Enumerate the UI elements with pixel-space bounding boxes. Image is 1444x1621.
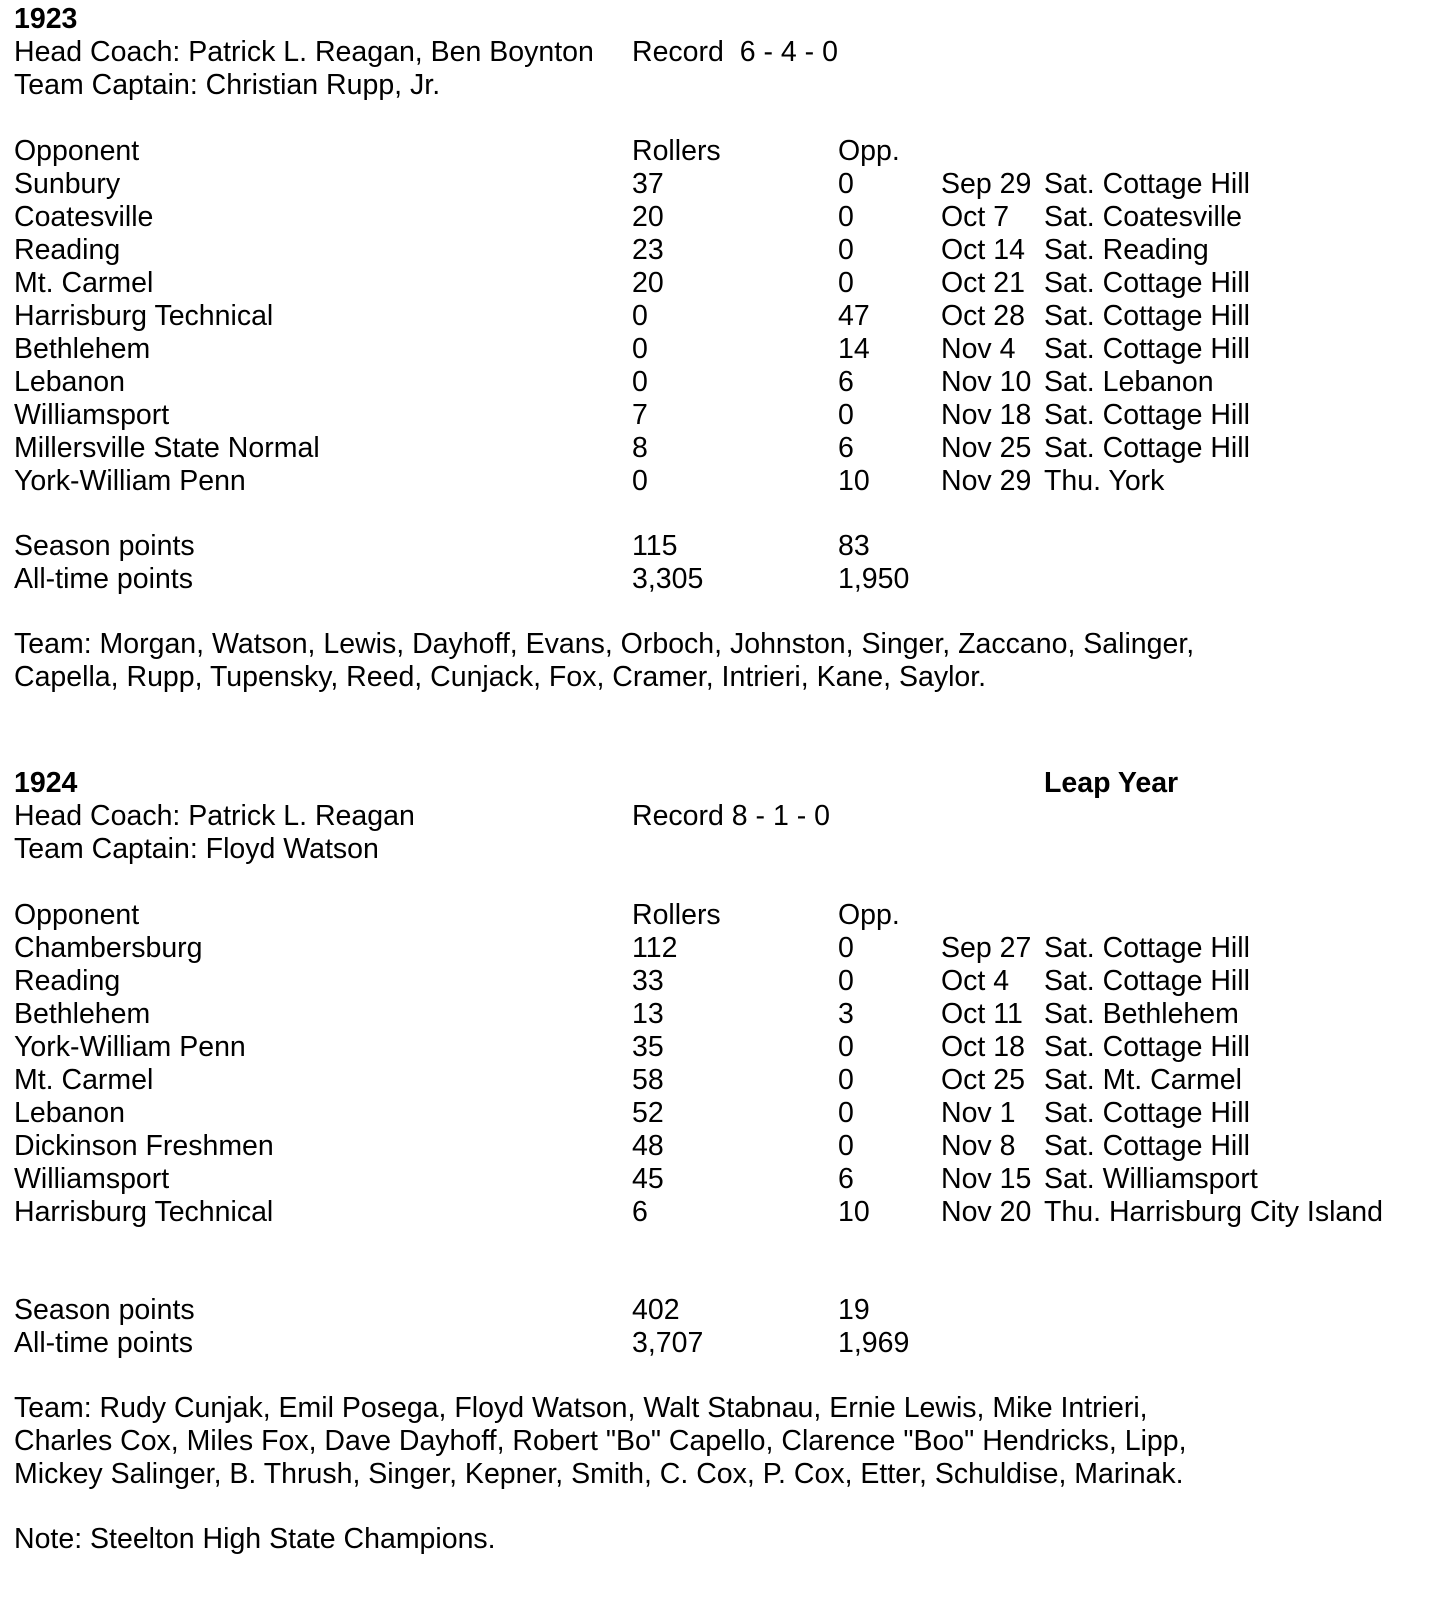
- opponent-cell: Mt. Carmel: [14, 267, 154, 299]
- rollers-score-cell: 20: [632, 267, 664, 299]
- site-cell: Sat. Coatesville: [1044, 201, 1243, 233]
- column-header-rollers: Rollers: [632, 899, 721, 931]
- date-cell: Oct 18: [941, 1031, 1025, 1063]
- opponent-cell: Bethlehem: [14, 998, 151, 1030]
- rollers-score-cell: 58: [632, 1064, 664, 1096]
- date-cell: Nov 10: [941, 366, 1032, 398]
- season-points-rollers: 115: [632, 530, 678, 562]
- opp-score-cell: 0: [838, 1031, 854, 1063]
- opp-score-cell: 0: [838, 1097, 854, 1129]
- opponent-cell: Mt. Carmel: [14, 1064, 154, 1096]
- rollers-score-cell: 20: [632, 201, 664, 233]
- site-cell: Sat. Cottage Hill: [1044, 1130, 1250, 1162]
- rollers-score-cell: 8: [632, 432, 648, 464]
- opp-score-cell: 0: [838, 201, 854, 233]
- leap-year-label: Leap Year: [1044, 767, 1179, 799]
- team-roster-line: Team: Rudy Cunjak, Emil Posega, Floyd Watson, Walt Stabnau, Ernie Lewis, Mike Intrieri,: [14, 1392, 1148, 1424]
- rollers-score-cell: 48: [632, 1130, 664, 1162]
- opp-score-cell: 0: [838, 399, 854, 431]
- team-roster-line: Charles Cox, Miles Fox, Dave Dayhoff, Robert "Bo" Capello, Clarence "Boo" Hendricks, Lipp,: [14, 1425, 1187, 1457]
- site-cell: Sat. Cottage Hill: [1044, 267, 1250, 299]
- site-cell: Sat. Cottage Hill: [1044, 300, 1250, 332]
- opponent-cell: Sunbury: [14, 168, 121, 200]
- rollers-score-cell: 35: [632, 1031, 664, 1063]
- site-cell: Sat. Cottage Hill: [1044, 965, 1250, 997]
- team-roster-line: Mickey Salinger, B. Thrush, Singer, Kepner, Smith, C. Cox, P. Cox, Etter, Schuldise, Marinak.: [14, 1458, 1184, 1490]
- rollers-score-cell: 0: [632, 300, 648, 332]
- opponent-cell: York-William Penn: [14, 465, 246, 497]
- rollers-score-cell: 7: [632, 399, 648, 431]
- column-header-opp: Opp.: [838, 135, 900, 167]
- opponent-cell: Dickinson Freshmen: [14, 1130, 274, 1162]
- champions-note: Note: Steelton High State Champions.: [14, 1523, 496, 1555]
- site-cell: Sat. Cottage Hill: [1044, 1097, 1250, 1129]
- date-cell: Oct 25: [941, 1064, 1025, 1096]
- date-cell: Oct 21: [941, 267, 1025, 299]
- date-cell: Sep 29: [941, 168, 1032, 200]
- rollers-score-cell: 23: [632, 234, 664, 266]
- date-cell: Oct 4: [941, 965, 1010, 997]
- season-year-1923: 1923: [14, 3, 78, 35]
- rollers-score-cell: 13: [632, 998, 664, 1030]
- opponent-cell: Chambersburg: [14, 932, 203, 964]
- opp-score-cell: 14: [838, 333, 870, 365]
- rollers-score-cell: 0: [632, 465, 648, 497]
- season-points-rollers: 402: [632, 1294, 680, 1326]
- team-captain-1924: Team Captain: Floyd Watson: [14, 833, 379, 865]
- date-cell: Nov 25: [941, 432, 1032, 464]
- rollers-score-cell: 37: [632, 168, 664, 200]
- opp-score-cell: 0: [838, 267, 854, 299]
- opp-score-cell: 47: [838, 300, 870, 332]
- rollers-score-cell: 0: [632, 333, 648, 365]
- team-captain-1923: Team Captain: Christian Rupp, Jr.: [14, 69, 441, 101]
- site-cell: Sat. Bethlehem: [1044, 998, 1239, 1030]
- site-cell: Sat. Lebanon: [1044, 366, 1214, 398]
- site-cell: Sat. Cottage Hill: [1044, 932, 1250, 964]
- column-header-rollers: Rollers: [632, 135, 721, 167]
- site-cell: Sat. Williamsport: [1044, 1163, 1258, 1195]
- rollers-score-cell: 112: [632, 932, 678, 964]
- opponent-cell: Williamsport: [14, 399, 170, 431]
- season-points-label: Season points: [14, 530, 195, 562]
- opponent-cell: Lebanon: [14, 1097, 125, 1129]
- site-cell: Sat. Mt. Carmel: [1044, 1064, 1242, 1096]
- opp-score-cell: 6: [838, 432, 854, 464]
- opponent-cell: Harrisburg Technical: [14, 1196, 274, 1228]
- opp-score-cell: 6: [838, 366, 854, 398]
- head-coach-1924: Head Coach: Patrick L. Reagan: [14, 800, 415, 832]
- head-coach-1923: Head Coach: Patrick L. Reagan, Ben Boynton: [14, 36, 594, 68]
- opp-score-cell: 0: [838, 1064, 854, 1096]
- opponent-cell: Harrisburg Technical: [14, 300, 274, 332]
- alltime-points-label: All-time points: [14, 1327, 193, 1359]
- opponent-cell: Millersville State Normal: [14, 432, 320, 464]
- column-header-opponent: Opponent: [14, 899, 140, 931]
- date-cell: Nov 20: [941, 1196, 1032, 1228]
- site-cell: Sat. Cottage Hill: [1044, 1031, 1250, 1063]
- season-year-1924: 1924: [14, 767, 78, 799]
- date-cell: Oct 28: [941, 300, 1025, 332]
- site-cell: Sat. Cottage Hill: [1044, 168, 1250, 200]
- opponent-cell: Reading: [14, 965, 121, 997]
- opponent-cell: Bethlehem: [14, 333, 151, 365]
- alltime-points-opp: 1,969: [838, 1327, 910, 1359]
- opp-score-cell: 0: [838, 965, 854, 997]
- date-cell: Nov 29: [941, 465, 1032, 497]
- opp-score-cell: 6: [838, 1163, 854, 1195]
- site-cell: Sat. Reading: [1044, 234, 1209, 266]
- alltime-points-rollers: 3,305: [632, 563, 704, 595]
- alltime-points-rollers: 3,707: [632, 1327, 704, 1359]
- date-cell: Oct 11: [941, 998, 1023, 1030]
- season-points-label: Season points: [14, 1294, 195, 1326]
- column-header-opponent: Opponent: [14, 135, 140, 167]
- date-cell: Nov 8: [941, 1130, 1016, 1162]
- opp-score-cell: 0: [838, 234, 854, 266]
- site-cell: Sat. Cottage Hill: [1044, 399, 1250, 431]
- opp-score-cell: 0: [838, 1130, 854, 1162]
- season-points-opp: 19: [838, 1294, 870, 1326]
- team-roster-line: Team: Morgan, Watson, Lewis, Dayhoff, Evans, Orboch, Johnston, Singer, Zaccano, Salinger,: [14, 628, 1195, 660]
- opp-score-cell: 10: [838, 1196, 870, 1228]
- site-cell: Thu. Harrisburg City Island: [1044, 1196, 1383, 1228]
- date-cell: Nov 1: [941, 1097, 1016, 1129]
- opp-score-cell: 0: [838, 932, 854, 964]
- date-cell: Oct 7: [941, 201, 1010, 233]
- opponent-cell: York-William Penn: [14, 1031, 246, 1063]
- opp-score-cell: 10: [838, 465, 870, 497]
- date-cell: Sep 27: [941, 932, 1032, 964]
- date-cell: Oct 14: [941, 234, 1025, 266]
- opponent-cell: Williamsport: [14, 1163, 170, 1195]
- opponent-cell: Coatesville: [14, 201, 154, 233]
- opponent-cell: Reading: [14, 234, 121, 266]
- site-cell: Sat. Cottage Hill: [1044, 432, 1250, 464]
- column-header-opp: Opp.: [838, 899, 900, 931]
- rollers-score-cell: 0: [632, 366, 648, 398]
- date-cell: Nov 18: [941, 399, 1032, 431]
- opp-score-cell: 0: [838, 168, 854, 200]
- site-cell: Thu. York: [1044, 465, 1165, 497]
- team-roster-line: Capella, Rupp, Tupensky, Reed, Cunjack, Fox, Cramer, Intrieri, Kane, Saylor.: [14, 661, 987, 693]
- date-cell: Nov 15: [941, 1163, 1032, 1195]
- site-cell: Sat. Cottage Hill: [1044, 333, 1250, 365]
- rollers-score-cell: 52: [632, 1097, 664, 1129]
- record-1924: Record 8 - 1 - 0: [632, 800, 830, 832]
- alltime-points-label: All-time points: [14, 563, 193, 595]
- alltime-points-opp: 1,950: [838, 563, 910, 595]
- record-1923: Record 6 - 4 - 0: [632, 36, 838, 68]
- rollers-score-cell: 6: [632, 1196, 648, 1228]
- opp-score-cell: 3: [838, 998, 854, 1030]
- rollers-score-cell: 45: [632, 1163, 664, 1195]
- rollers-score-cell: 33: [632, 965, 664, 997]
- season-points-opp: 83: [838, 530, 870, 562]
- opponent-cell: Lebanon: [14, 366, 125, 398]
- date-cell: Nov 4: [941, 333, 1016, 365]
